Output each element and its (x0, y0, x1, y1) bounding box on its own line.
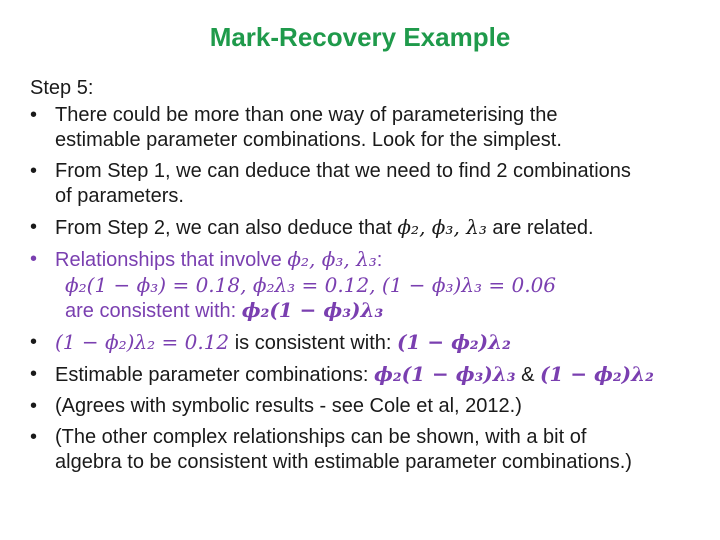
bullet-item (30, 330, 710, 356)
bullet-text: From Step 1, we can deduce that we need to find 2 combinations (55, 160, 631, 182)
bullet-marker: • (30, 363, 38, 385)
slide-body (30, 76, 710, 481)
bullet-marker: • (30, 248, 38, 270)
bullet-item (30, 394, 710, 419)
bullet-item (30, 103, 710, 153)
bullet-text: of parameters. (55, 185, 184, 207)
bullet-item (30, 215, 710, 241)
bullet-item (30, 425, 710, 475)
bullet-marker: • (30, 104, 38, 126)
bullet-marker: • (30, 426, 38, 448)
math-result: (1 − ϕ₂)λ₂ (539, 362, 654, 386)
bullet-item (30, 247, 710, 324)
bullet-text: : (376, 249, 383, 271)
bullet-marker: • (30, 395, 38, 417)
bullet-text: is consistent with: (229, 332, 397, 354)
equation-line: ϕ₂(1 − ϕ₃) = 0.18, ϕ₂λ₃ = 0.12, (1 − ϕ₃)λ₃ = 0.06 (65, 273, 557, 297)
bullet-text: (Agrees with symbolic results - see Cole et al, 2012.) (55, 395, 522, 417)
bullet-text: are consistent with: (65, 300, 242, 322)
bullet-text: estimable parameter combinations. Look for the simplest. (55, 129, 562, 151)
math-result: ϕ₂(1 − ϕ₃)λ₃ (374, 362, 516, 386)
slide-title: Mark-Recovery Example (209, 22, 511, 52)
bullet-marker: • (30, 216, 38, 238)
math-result: (1 − ϕ₂)λ₂ (397, 330, 511, 354)
bullet-text: Estimable parameter combinations: (55, 364, 375, 386)
bullet-text: Relationships that involve (55, 249, 288, 271)
bullet-item (30, 362, 710, 388)
bullet-item (30, 159, 710, 209)
bullet-text: are related. (486, 217, 594, 239)
math-expression: ϕ₂, ϕ₃, λ₃ (287, 247, 377, 271)
bullet-text: algebra to be consistent with estimable parameter combinations.) (55, 451, 632, 473)
math-result: ϕ₂(1 − ϕ₃)λ₃ (241, 298, 384, 322)
math-expression: ϕ₂, ϕ₃, λ₃ (397, 215, 487, 239)
bullet-text: (The other complex relationships can be shown, with a bit of (55, 426, 587, 448)
bullet-text: There could be more than one way of parameterising the (55, 104, 558, 126)
bullet-marker: • (30, 331, 38, 353)
math-expression: (1 − ϕ₂)λ₂ = 0.12 (55, 330, 230, 354)
bullet-marker: • (30, 160, 38, 182)
consistency-line (55, 298, 710, 324)
ampersand: & (515, 364, 540, 386)
step-label: Step 5: (30, 77, 94, 99)
bullet-text: From Step 2, we can also deduce that (55, 217, 398, 239)
